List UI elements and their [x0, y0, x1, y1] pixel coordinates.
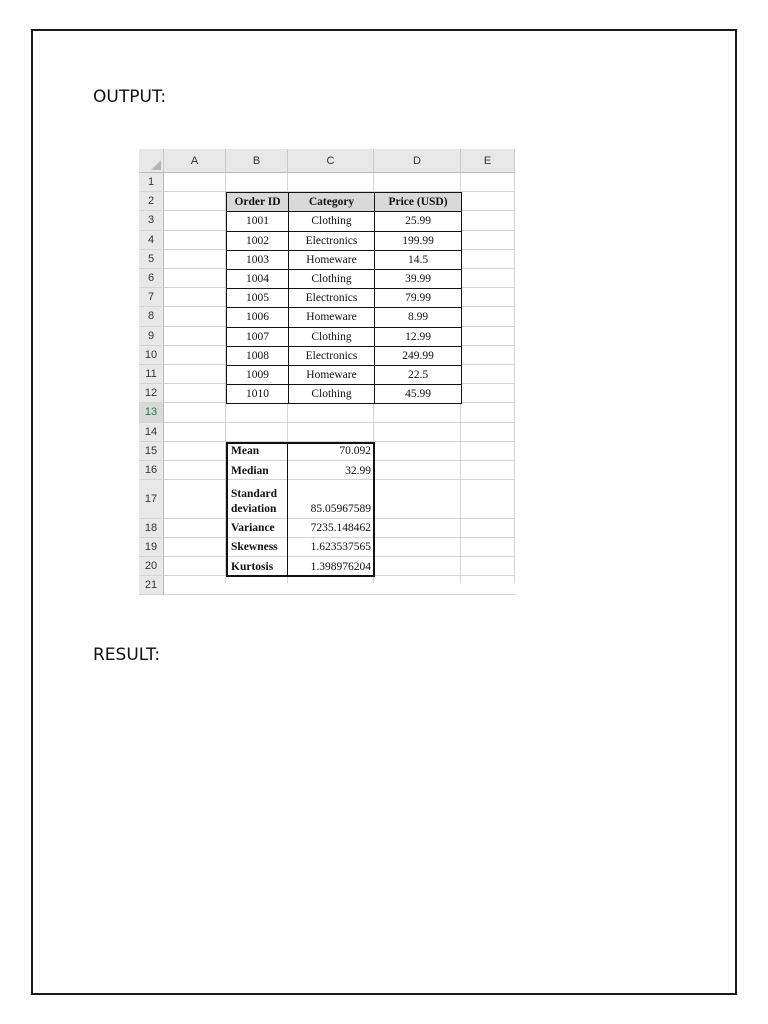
table-cell[interactable]: 39.99: [374, 269, 462, 289]
row-header-4[interactable]: 4: [139, 231, 164, 250]
table-cell[interactable]: Electronics: [288, 288, 375, 308]
table-cell[interactable]: 1004: [226, 269, 289, 289]
table-cell[interactable]: 1001: [226, 211, 289, 231]
gridline-vertical: [514, 173, 515, 583]
stat-value[interactable]: 70.092: [339, 445, 371, 458]
column-header-e[interactable]: E: [461, 149, 515, 173]
table-cell[interactable]: 8.99: [374, 307, 462, 327]
table-cell[interactable]: 45.99: [374, 384, 462, 404]
row-header-20[interactable]: 20: [139, 557, 164, 576]
row-header-13[interactable]: 13: [139, 403, 164, 422]
row-header-3[interactable]: 3: [139, 211, 164, 230]
row-header-19[interactable]: 19: [139, 538, 164, 557]
table-cell[interactable]: 1005: [226, 288, 289, 308]
row-header-15[interactable]: 15: [139, 442, 164, 461]
spreadsheet[interactable]: [139, 149, 515, 592]
table-cell[interactable]: Homeware: [288, 250, 375, 270]
stat-label[interactable]: Standard deviation: [231, 487, 278, 515]
table-cell[interactable]: 1009: [226, 365, 289, 385]
table-cell[interactable]: 1003: [226, 250, 289, 270]
row-header-11[interactable]: 11: [139, 365, 164, 384]
row-header-14[interactable]: 14: [139, 423, 164, 442]
table-cell[interactable]: Clothing: [288, 384, 375, 404]
table-cell[interactable]: 199.99: [374, 231, 462, 251]
row-header-1[interactable]: 1: [139, 173, 164, 192]
stat-value[interactable]: 85.05967589: [310, 502, 371, 515]
column-header-d[interactable]: D: [374, 149, 461, 173]
table-cell[interactable]: 79.99: [374, 288, 462, 308]
row-header-12[interactable]: 12: [139, 384, 164, 403]
output-heading: OUTPUT:: [93, 87, 167, 107]
gridline-horizontal: [164, 422, 515, 423]
table-cell[interactable]: Clothing: [288, 327, 375, 347]
row-header-7[interactable]: 7: [139, 288, 164, 307]
table-header-cell[interactable]: Category: [288, 192, 375, 212]
row-header-8[interactable]: 8: [139, 307, 164, 326]
select-all-corner[interactable]: [139, 149, 164, 173]
row-header-6[interactable]: 6: [139, 269, 164, 288]
stat-label[interactable]: Kurtosis: [231, 560, 274, 573]
stat-label[interactable]: Skewness: [231, 541, 278, 554]
column-header-b[interactable]: B: [226, 149, 288, 173]
result-heading: RESULT:: [93, 645, 161, 665]
table-cell[interactable]: 12.99: [374, 327, 462, 347]
table-cell[interactable]: 25.99: [374, 211, 462, 231]
stat-value[interactable]: 32.99: [345, 464, 371, 477]
select-all-triangle-icon: [151, 160, 161, 170]
row-header-5[interactable]: 5: [139, 250, 164, 269]
column-header-c[interactable]: C: [288, 149, 374, 173]
table-cell[interactable]: Homeware: [288, 307, 375, 327]
stat-value[interactable]: 1.623537565: [310, 541, 371, 554]
row-header-16[interactable]: 16: [139, 461, 164, 480]
table-cell[interactable]: Clothing: [288, 211, 375, 231]
table-cell[interactable]: 22.5: [374, 365, 462, 385]
table-cell[interactable]: 14.5: [374, 250, 462, 270]
table-cell[interactable]: 1007: [226, 327, 289, 347]
table-cell[interactable]: Electronics: [288, 346, 375, 366]
row-header-9[interactable]: 9: [139, 327, 164, 346]
table-cell[interactable]: 1006: [226, 307, 289, 327]
table-cell[interactable]: Homeware: [288, 365, 375, 385]
stat-value[interactable]: 1.398976204: [310, 560, 371, 573]
stat-value[interactable]: 7235.148462: [310, 522, 371, 535]
stat-label[interactable]: Variance: [231, 522, 275, 535]
row-header-17[interactable]: 17: [139, 480, 164, 518]
table-header-cell[interactable]: Price (USD): [374, 192, 462, 212]
table-cell[interactable]: 1008: [226, 346, 289, 366]
table-cell[interactable]: Clothing: [288, 269, 375, 289]
table-cell[interactable]: 1002: [226, 231, 289, 251]
column-header-a[interactable]: A: [164, 149, 226, 173]
table-cell[interactable]: 1010: [226, 384, 289, 404]
table-cell[interactable]: Electronics: [288, 231, 375, 251]
row-header-10[interactable]: 10: [139, 346, 164, 365]
row-header-21[interactable]: 21: [139, 576, 164, 595]
row-header-18[interactable]: 18: [139, 519, 164, 538]
stat-label[interactable]: Median: [231, 464, 269, 477]
gridline-horizontal: [164, 594, 515, 595]
table-cell[interactable]: 249.99: [374, 346, 462, 366]
stat-label[interactable]: Mean: [231, 445, 260, 458]
row-header-2[interactable]: 2: [139, 192, 164, 211]
table-header-cell[interactable]: Order ID: [226, 192, 289, 212]
